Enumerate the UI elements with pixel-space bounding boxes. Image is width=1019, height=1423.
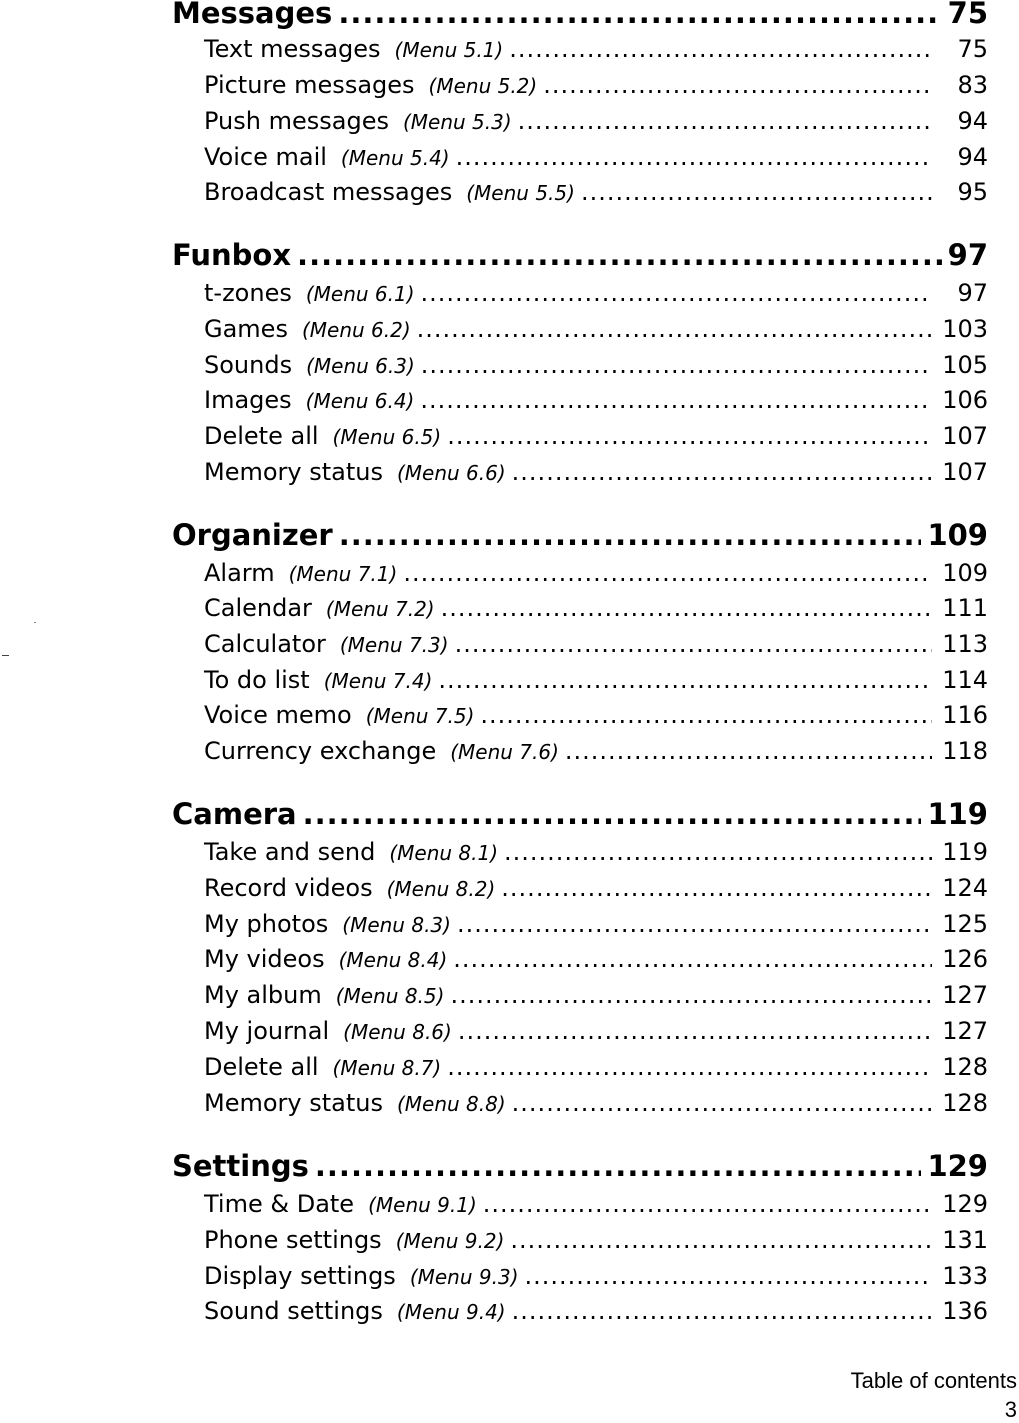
entry-page: 118 bbox=[942, 737, 988, 765]
toc-entry[interactable] bbox=[204, 71, 988, 101]
dot-leader bbox=[457, 910, 932, 938]
entry-label: Alarm bbox=[204, 559, 275, 587]
entry-label: My album bbox=[204, 981, 322, 1009]
entry-page: 126 bbox=[942, 945, 988, 973]
toc-entry[interactable] bbox=[204, 178, 988, 208]
toc-entry[interactable] bbox=[204, 279, 988, 309]
entry-label: Games bbox=[204, 315, 288, 343]
dot-leader bbox=[480, 701, 932, 729]
toc-entry[interactable] bbox=[204, 386, 988, 416]
section-label: Camera bbox=[172, 797, 297, 831]
dot-leader bbox=[303, 797, 922, 831]
toc-entry[interactable] bbox=[204, 315, 988, 345]
menu-ref: (Menu 5.1) bbox=[394, 38, 504, 62]
menu-ref: (Menu 9.2) bbox=[395, 1229, 505, 1253]
entry-page: 94 bbox=[957, 107, 988, 135]
dot-leader bbox=[501, 874, 932, 902]
menu-ref: (Menu 6.4) bbox=[305, 389, 415, 413]
entry-page: 136 bbox=[942, 1297, 988, 1325]
dot-leader bbox=[456, 143, 932, 171]
footer-label: Table of contents bbox=[850, 1368, 1017, 1393]
entry-label: Voice mail bbox=[204, 143, 327, 171]
entry-label: Calendar bbox=[204, 594, 312, 622]
toc-entry[interactable] bbox=[204, 559, 988, 589]
entry-page: 106 bbox=[942, 386, 988, 414]
entry-page: 129 bbox=[942, 1190, 988, 1218]
entry-page: 131 bbox=[942, 1226, 988, 1254]
entry-page: 116 bbox=[942, 701, 988, 729]
dot-leader bbox=[447, 1053, 932, 1081]
entry-label: Display settings bbox=[204, 1262, 396, 1290]
entry-label: Delete all bbox=[204, 422, 319, 450]
entry-label: To do list bbox=[204, 666, 310, 694]
entry-label: Text messages bbox=[204, 35, 381, 63]
menu-ref: (Menu 7.5) bbox=[365, 704, 475, 728]
toc-entry[interactable] bbox=[204, 630, 988, 660]
entry-label: Delete all bbox=[204, 1053, 319, 1081]
toc-entry[interactable] bbox=[204, 981, 988, 1011]
toc-entry[interactable] bbox=[204, 351, 988, 381]
dot-leader bbox=[518, 107, 932, 135]
entry-label: My journal bbox=[204, 1017, 330, 1045]
entry-page: 107 bbox=[942, 458, 988, 486]
toc-entry[interactable] bbox=[204, 737, 988, 767]
entry-page: 114 bbox=[942, 666, 988, 694]
entry-label: My videos bbox=[204, 945, 325, 973]
dot-leader bbox=[339, 518, 922, 552]
toc-entry[interactable] bbox=[204, 701, 988, 731]
menu-ref: (Menu 6.3) bbox=[306, 354, 415, 378]
menu-ref: (Menu 9.1) bbox=[368, 1193, 477, 1217]
entry-label: Broadcast messages bbox=[204, 178, 453, 206]
toc-entry[interactable] bbox=[204, 945, 988, 975]
scan-speck bbox=[34, 622, 36, 623]
section-label: Funbox bbox=[172, 238, 292, 272]
menu-ref: (Menu 5.2) bbox=[428, 74, 538, 98]
entry-page: 133 bbox=[942, 1262, 988, 1290]
dot-leader bbox=[483, 1190, 932, 1218]
toc-entry[interactable] bbox=[204, 1089, 988, 1119]
toc-entry[interactable] bbox=[204, 1226, 988, 1256]
dot-leader bbox=[512, 1297, 932, 1325]
menu-ref: (Menu 9.3) bbox=[409, 1265, 519, 1289]
entry-label: Memory status bbox=[204, 458, 383, 486]
menu-ref: (Menu 7.3) bbox=[339, 633, 449, 657]
dot-leader bbox=[420, 386, 932, 414]
dot-leader bbox=[565, 737, 932, 765]
dot-leader bbox=[403, 559, 932, 587]
entry-page: 83 bbox=[957, 71, 988, 99]
dot-leader bbox=[581, 178, 932, 206]
entry-page: 127 bbox=[942, 981, 988, 1009]
entry-page: 127 bbox=[942, 1017, 988, 1045]
menu-ref: (Menu 8.3) bbox=[342, 913, 451, 937]
entry-label: Push messages bbox=[204, 107, 389, 135]
menu-ref: (Menu 6.5) bbox=[332, 425, 442, 449]
menu-ref: (Menu 8.7) bbox=[332, 1056, 442, 1080]
entry-page: 109 bbox=[942, 559, 988, 587]
entry-label: Take and send bbox=[204, 838, 376, 866]
entry-page: 128 bbox=[942, 1089, 988, 1117]
entry-label: Images bbox=[204, 386, 292, 414]
entry-page: 113 bbox=[942, 630, 988, 658]
toc-entry[interactable] bbox=[204, 35, 988, 65]
section-label: Organizer bbox=[172, 518, 333, 552]
entry-page: 107 bbox=[942, 422, 988, 450]
entry-page: 125 bbox=[942, 910, 988, 938]
section-title-funbox[interactable] bbox=[172, 238, 988, 272]
dot-leader bbox=[512, 458, 932, 486]
menu-ref: (Menu 6.6) bbox=[396, 461, 506, 485]
section-page: 119 bbox=[927, 797, 988, 831]
toc-entry[interactable] bbox=[204, 1297, 988, 1327]
menu-ref: (Menu 7.1) bbox=[288, 562, 398, 586]
toc-entry[interactable] bbox=[204, 594, 988, 624]
entry-label: Memory status bbox=[204, 1089, 383, 1117]
menu-ref: (Menu 6.1) bbox=[305, 282, 415, 306]
menu-ref: (Menu 5.3) bbox=[402, 110, 512, 134]
dot-leader bbox=[504, 838, 932, 866]
entry-page: 124 bbox=[942, 874, 988, 902]
dot-leader bbox=[421, 279, 932, 307]
section-title-settings[interactable] bbox=[172, 1149, 988, 1183]
toc-entry[interactable] bbox=[204, 1017, 988, 1047]
section-label: Settings bbox=[172, 1149, 309, 1183]
entry-label: Sounds bbox=[204, 351, 293, 379]
menu-ref: (Menu 9.4) bbox=[396, 1300, 506, 1324]
toc-entry[interactable] bbox=[204, 107, 988, 137]
scan-mark bbox=[2, 655, 9, 656]
menu-ref: (Menu 8.1) bbox=[389, 841, 499, 865]
dot-leader bbox=[297, 238, 942, 272]
section-page: 109 bbox=[927, 518, 988, 552]
entry-label: Time & Date bbox=[204, 1190, 355, 1218]
section-page: 97 bbox=[947, 238, 988, 272]
menu-ref: (Menu 8.6) bbox=[343, 1020, 452, 1044]
entry-label: Calculator bbox=[204, 630, 326, 658]
entry-page: 97 bbox=[957, 279, 988, 307]
entry-page: 119 bbox=[942, 838, 988, 866]
dot-leader bbox=[525, 1262, 933, 1290]
menu-ref: (Menu 8.5) bbox=[335, 984, 445, 1008]
toc-entry[interactable] bbox=[204, 666, 988, 696]
dot-leader bbox=[458, 1017, 932, 1045]
dot-leader bbox=[510, 1226, 932, 1254]
menu-ref: (Menu 7.4) bbox=[323, 669, 433, 693]
menu-ref: (Menu 8.4) bbox=[338, 948, 448, 972]
section-page: 129 bbox=[927, 1149, 988, 1183]
section-title-messages[interactable] bbox=[172, 0, 988, 30]
dot-leader bbox=[447, 422, 932, 450]
entry-page: 94 bbox=[957, 143, 988, 171]
entry-page: 103 bbox=[942, 315, 988, 343]
entry-label: Record videos bbox=[204, 874, 373, 902]
dot-leader bbox=[338, 0, 941, 30]
menu-ref: (Menu 7.2) bbox=[325, 597, 435, 621]
dot-leader bbox=[421, 351, 932, 379]
toc-entry[interactable] bbox=[204, 143, 988, 173]
entry-label: Phone settings bbox=[204, 1226, 382, 1254]
entry-page: 105 bbox=[942, 351, 988, 379]
entry-label: Currency exchange bbox=[204, 737, 437, 765]
section-page: 75 bbox=[947, 0, 988, 30]
dot-leader bbox=[417, 315, 932, 343]
toc-entry[interactable] bbox=[204, 874, 988, 904]
entry-label: t-zones bbox=[204, 279, 292, 307]
dot-leader bbox=[455, 630, 932, 658]
toc-entry[interactable] bbox=[204, 422, 988, 452]
toc-entry[interactable] bbox=[204, 458, 988, 488]
menu-ref: (Menu 6.2) bbox=[301, 318, 411, 342]
dot-leader bbox=[543, 71, 932, 99]
dot-leader bbox=[450, 981, 932, 1009]
entry-page: 75 bbox=[957, 35, 988, 63]
menu-ref: (Menu 5.5) bbox=[466, 181, 575, 205]
entry-page: 128 bbox=[942, 1053, 988, 1081]
dot-leader bbox=[509, 35, 932, 63]
section-title-organizer[interactable] bbox=[172, 518, 988, 552]
entry-label: Picture messages bbox=[204, 71, 415, 99]
toc-entry[interactable] bbox=[204, 1053, 988, 1083]
entry-label: My photos bbox=[204, 910, 329, 938]
section-title-camera[interactable] bbox=[172, 797, 988, 831]
toc-entry[interactable] bbox=[204, 1262, 988, 1292]
section-label: Messages bbox=[172, 0, 333, 30]
entry-page: 111 bbox=[942, 594, 988, 622]
dot-leader bbox=[453, 945, 932, 973]
dot-leader bbox=[315, 1149, 922, 1183]
entry-label: Sound settings bbox=[204, 1297, 383, 1325]
toc-entry[interactable] bbox=[204, 838, 988, 868]
entry-label: Voice memo bbox=[204, 701, 352, 729]
menu-ref: (Menu 8.2) bbox=[386, 877, 496, 901]
footer-page-number: 3 bbox=[1004, 1397, 1017, 1422]
toc-entry[interactable] bbox=[204, 1190, 988, 1220]
menu-ref: (Menu 5.4) bbox=[340, 146, 450, 170]
dot-leader bbox=[512, 1089, 932, 1117]
entry-page: 95 bbox=[957, 178, 988, 206]
menu-ref: (Menu 7.6) bbox=[450, 740, 559, 764]
toc-entry[interactable] bbox=[204, 910, 988, 940]
menu-ref: (Menu 8.8) bbox=[396, 1092, 506, 1116]
dot-leader bbox=[441, 594, 932, 622]
dot-leader bbox=[438, 666, 932, 694]
